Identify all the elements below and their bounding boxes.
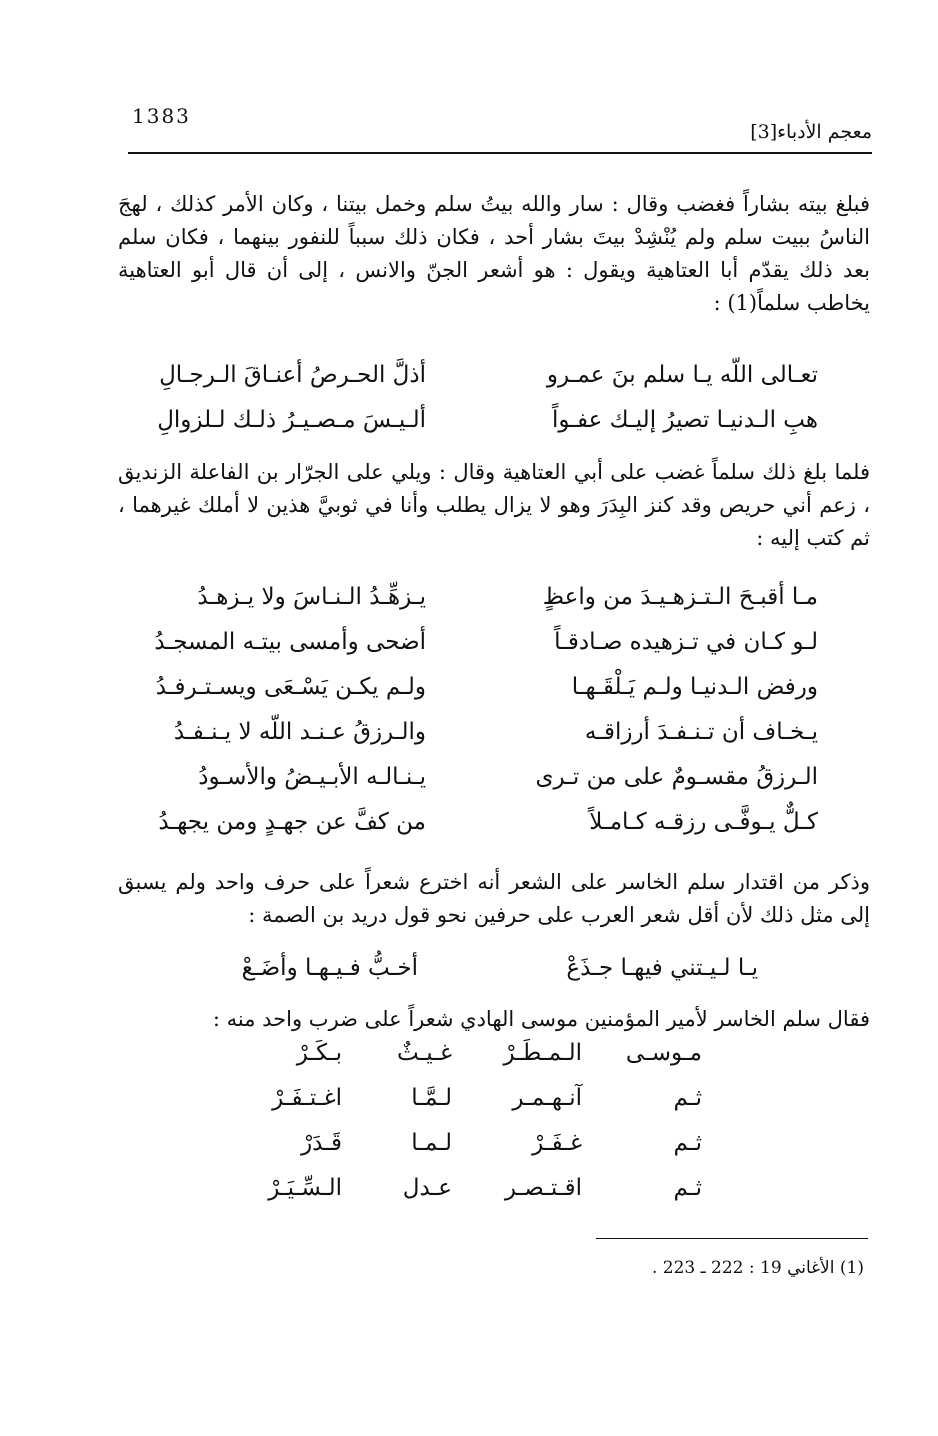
verse-second-hemistich: والـرزقُ عـنـد اللّه لا يـنـفـدُ [173, 719, 426, 745]
footnote: (1) الأغاني 19 : 222 ـ 223 . [651, 1258, 864, 1278]
verse-second-hemistich: أخـبُّ فـيـهـا وأضَـعْ [241, 955, 418, 981]
poem-word: ثـم [673, 1175, 702, 1201]
poem-word: غـفَـرْ [532, 1130, 582, 1156]
paragraph-3: وذكر من اقتدار سلم الخاسر على الشعر أنه اخترع شعراً على حرف واحد ولم يسبق إلى مثل ذلك لأن أقل شعر العرب على حرفين نحو قول دريد بن الصمة : [118, 870, 870, 927]
verse-first-hemistich: كـلٌّ يـوفَّـى رزقـه كـامـلاً [589, 809, 818, 835]
verse-second-hemistich: يـنـالـه الأبـيـضُ والأسـودُ [198, 764, 426, 790]
paragraph-1: فبلغ بيته بشاراً فغضب وقال : سار والله بيتُ سلم وخمل بيتنا ، وكان الأمر كذلك ، لهجَ الناسُ ببيت سلم ولم يُنْشِدْ بيتَ بشار أحد ، فكان ذلك سبباً للنفور بينهما ، فكان سلم بعد ذلك يقدّم أبا العتاهية ويقول : هو أشعر الجنّ والانس ، إلى أن قال أبو العتاهية يخاطب سلماً(1) : [118, 192, 870, 315]
verse-line [118, 629, 818, 674]
running-head: معجم الأدباء[3] [750, 121, 872, 143]
poem-word: لـمـا [411, 1130, 452, 1156]
poem-word: ثـم [673, 1085, 702, 1111]
page-number: 1383 [132, 104, 191, 128]
verse-line [118, 407, 818, 452]
verse-first-hemistich: الـرزقُ مقسـومٌ على من تـرى [535, 764, 818, 790]
verses-salm [118, 584, 818, 854]
poem-row [222, 1130, 702, 1175]
poem-row [222, 1085, 702, 1130]
verse-line [118, 809, 818, 854]
header-rule [128, 152, 872, 154]
one-letter-poem [222, 1040, 702, 1220]
poem-row [222, 1040, 702, 1085]
verse-second-hemistich: ولـم يكـن يَسْـعَى ويسـتـرفـدُ [155, 674, 426, 700]
poem-word: مـوسـى [625, 1040, 702, 1066]
poem-word: قَـدَرْ [301, 1130, 342, 1156]
verse-line [118, 719, 818, 764]
poem-word: لـمَّـا [411, 1085, 452, 1111]
poem-word: الـسِّـيَـرْ [268, 1175, 342, 1201]
poem-row [222, 1175, 702, 1220]
footnote-rule [596, 1238, 868, 1239]
poem-word: عـدل [402, 1175, 452, 1201]
verse-line [118, 764, 818, 809]
verse-line [118, 674, 818, 719]
verse-line [118, 362, 818, 407]
poem-word: اقـتـصـر [504, 1175, 582, 1201]
poem-word: آنـهـمـر [512, 1085, 582, 1111]
verse-second-hemistich: أذلَّ الحـرصُ أعنـاقَ الـرجـالِ [159, 362, 426, 388]
verse-first-hemistich: لـو كـان في تـزهيده صـادقـاً [554, 629, 818, 655]
verse-first-hemistich: يـا لـيـتني فيهـا جـذَعْ [566, 955, 758, 981]
paragraph-4: فقال سلم الخاسر لأمير المؤمنين موسى الهادي شعراً على ضرب واحد منه : [212, 1007, 870, 1031]
poem-word: بـكَـرْ [296, 1040, 342, 1066]
paragraph-2: فلما بلغ ذلك سلماً غضب على أبي العتاهية وقال : ويلي على الجرّار بن الفاعلة الزنديق ، زعم أني حريص وقد كنز البِدَرَ وهو لا يزال يطلب وأنا في ثوبيَّ هذين لا أملك غيرهما ، ثم كتب إليه : [118, 460, 870, 550]
verse-first-hemistich: ورفض الـدنيـا ولـم يَـلْقَـهـا [571, 674, 818, 700]
poem-word: غـيـثٌ [396, 1040, 452, 1066]
poem-word: الـمـطَـرْ [503, 1040, 582, 1066]
verse-second-hemistich: ألـيـسَ مـصـيـرُ ذلـك لـلزوالِ [157, 407, 426, 433]
verse-line [118, 584, 818, 629]
poem-word: ثـم [673, 1130, 702, 1156]
verse-second-hemistich: من كفَّ عن جهـدٍ ومن يجهـدُ [158, 809, 426, 835]
verse-second-hemistich: أضحى وأمسى بيتـه المسجـدُ [154, 629, 426, 655]
verse-first-hemistich: يـخـاف أن تـنـفـدَ أرزاقـه [584, 719, 818, 745]
verses-abu-atahiya [118, 362, 818, 452]
verse-first-hemistich: مـا أقبـحَ الـتـزهـيـدَ من واعظٍ [542, 584, 818, 610]
verse-first-hemistich: تعـالى اللّه يـا سلم بنَ عمـرو [546, 362, 818, 388]
verse-second-hemistich: يـزهِّـدُ الـنـاسَ ولا يـزهـدُ [197, 584, 426, 610]
verse-first-hemistich: هبِ الـدنيـا تصيرُ إليـك عفـواً [551, 407, 818, 433]
poem-word: اغـتـفَـرْ [272, 1085, 342, 1111]
